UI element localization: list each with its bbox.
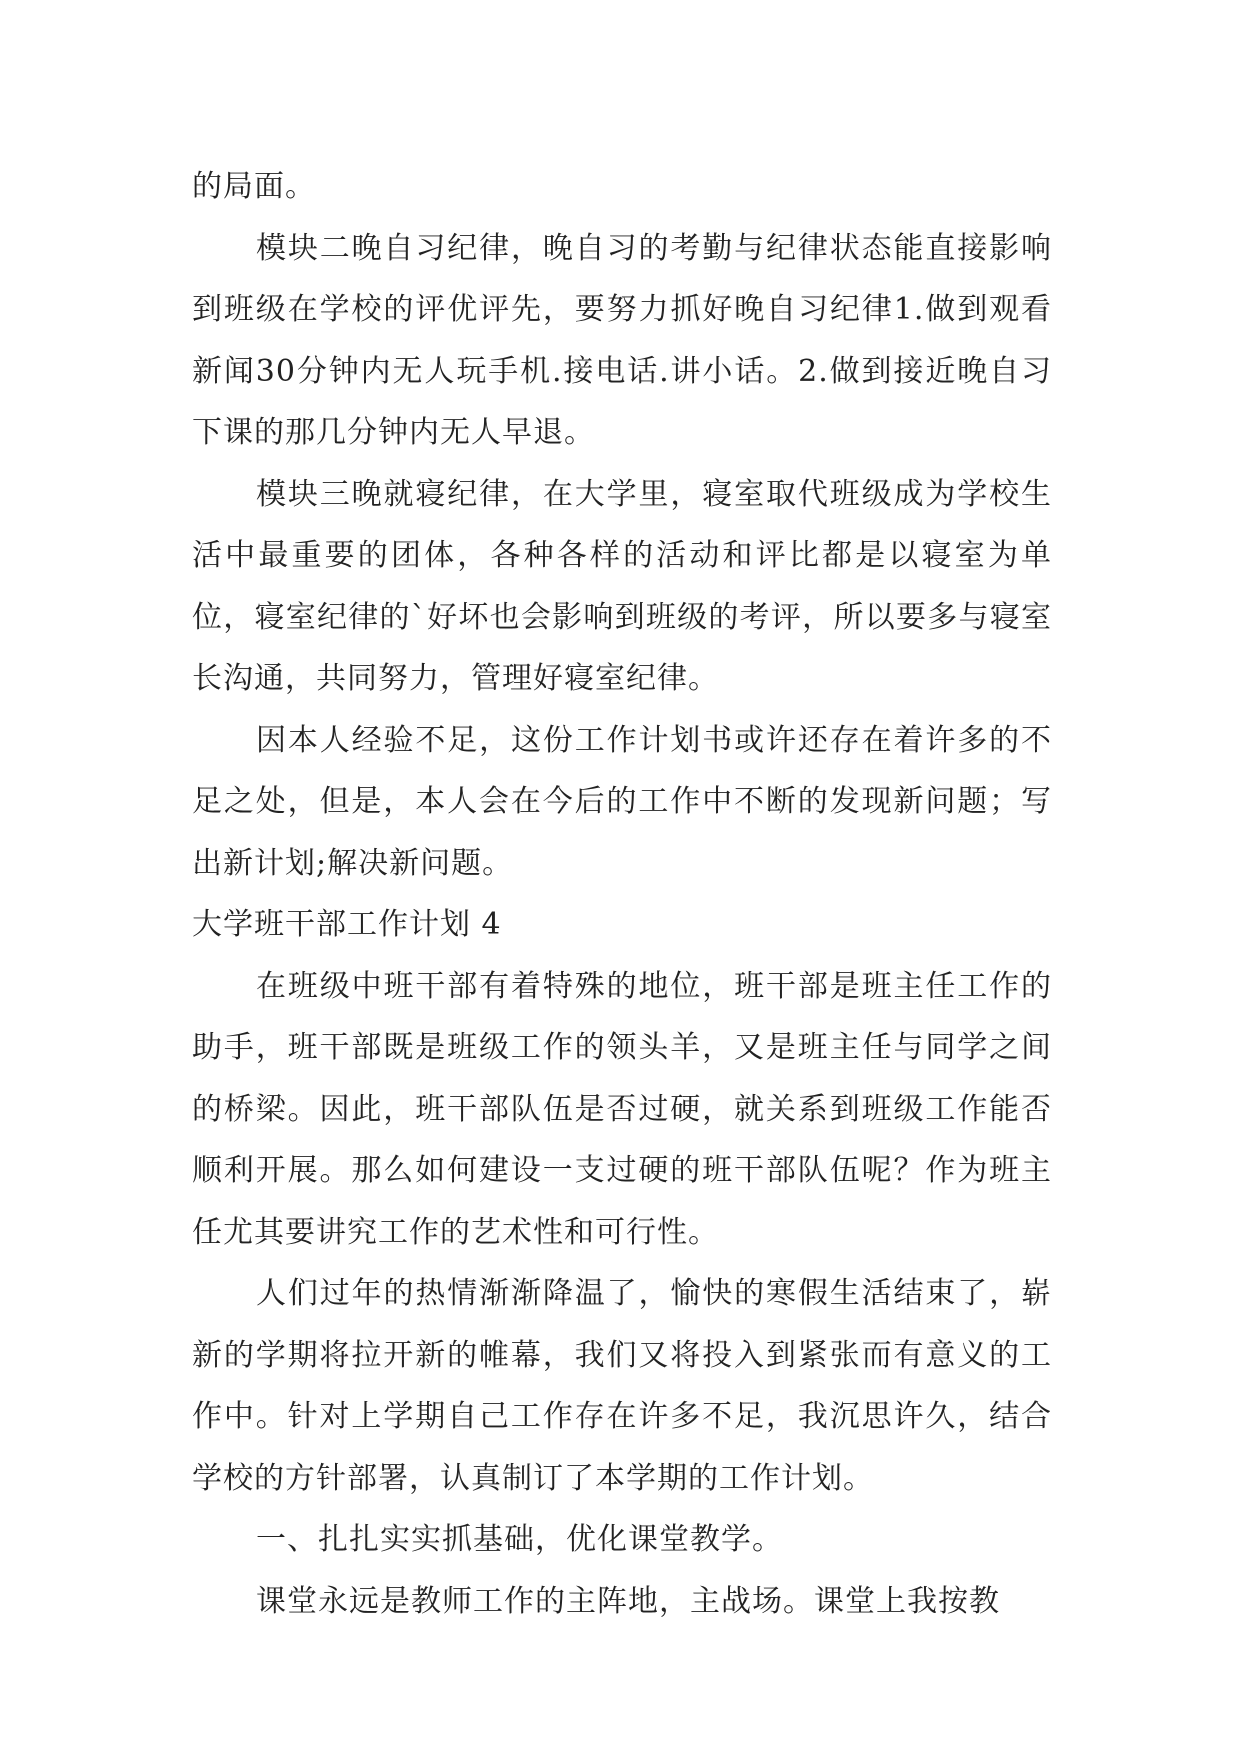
paragraph-point-one: 一、扎扎实实抓基础，优化课堂教学。 bbox=[256, 1522, 783, 1557]
section-title: 大学班干部工作计划 4 bbox=[192, 907, 502, 942]
paragraph-dormitory-discipline: 模块三晚就寝纪律，在大学里，寝室取代班级成为学校生活中最重要的团体，各种各样的活动和评比都是以寝室为单位，寝室纪律的`好坏也会影响到班级的考评，所以要多与寝室长沟通，共同努力，管理好寝室纪律。 bbox=[192, 476, 1052, 696]
document-body bbox=[192, 156, 1052, 1632]
paragraph-intro-fragment: 的局面。 bbox=[192, 169, 316, 204]
paragraph-evening-study-discipline: 模块二晚自习纪律，晚自习的考勤与纪律状态能直接影响到班级在学校的评优评先，要努力抓好晚自习纪律1.做到观看新闻30分钟内无人玩手机.接电话.讲小话。2.做到接近晚自习下课的那几分钟内无人早退。 bbox=[192, 230, 1052, 450]
paragraph-new-semester: 人们过年的热情渐渐降温了，愉快的寒假生活结束了，崭新的学期将拉开新的帷幕，我们又将投入到紧张而有意义的工作中。针对上学期自己工作存在许多不足，我沉思许久，结合学校的方针部署，认真制订了本学期的工作计划。 bbox=[192, 1276, 1052, 1496]
paragraph-classroom-teaching: 课堂永远是教师工作的主阵地，主战场。课堂上我按教 bbox=[256, 1583, 1000, 1619]
paragraph-class-cadre-role: 在班级中班干部有着特殊的地位，班干部是班主任工作的助手，班干部既是班级工作的领头羊，又是班主任与同学之间的桥梁。因此，班干部队伍是否过硬，就关系到班级工作能否顺利开展。那么如何建设一支过硬的班干部队伍呢？作为班主任尤其要讲究工作的艺术性和可行性。 bbox=[192, 968, 1052, 1250]
paragraph-closing-note: 因本人经验不足，这份工作计划书或许还存在着许多的不足之处，但是，本人会在今后的工作中不断的发现新问题；写出新计划;解决新问题。 bbox=[192, 722, 1052, 881]
